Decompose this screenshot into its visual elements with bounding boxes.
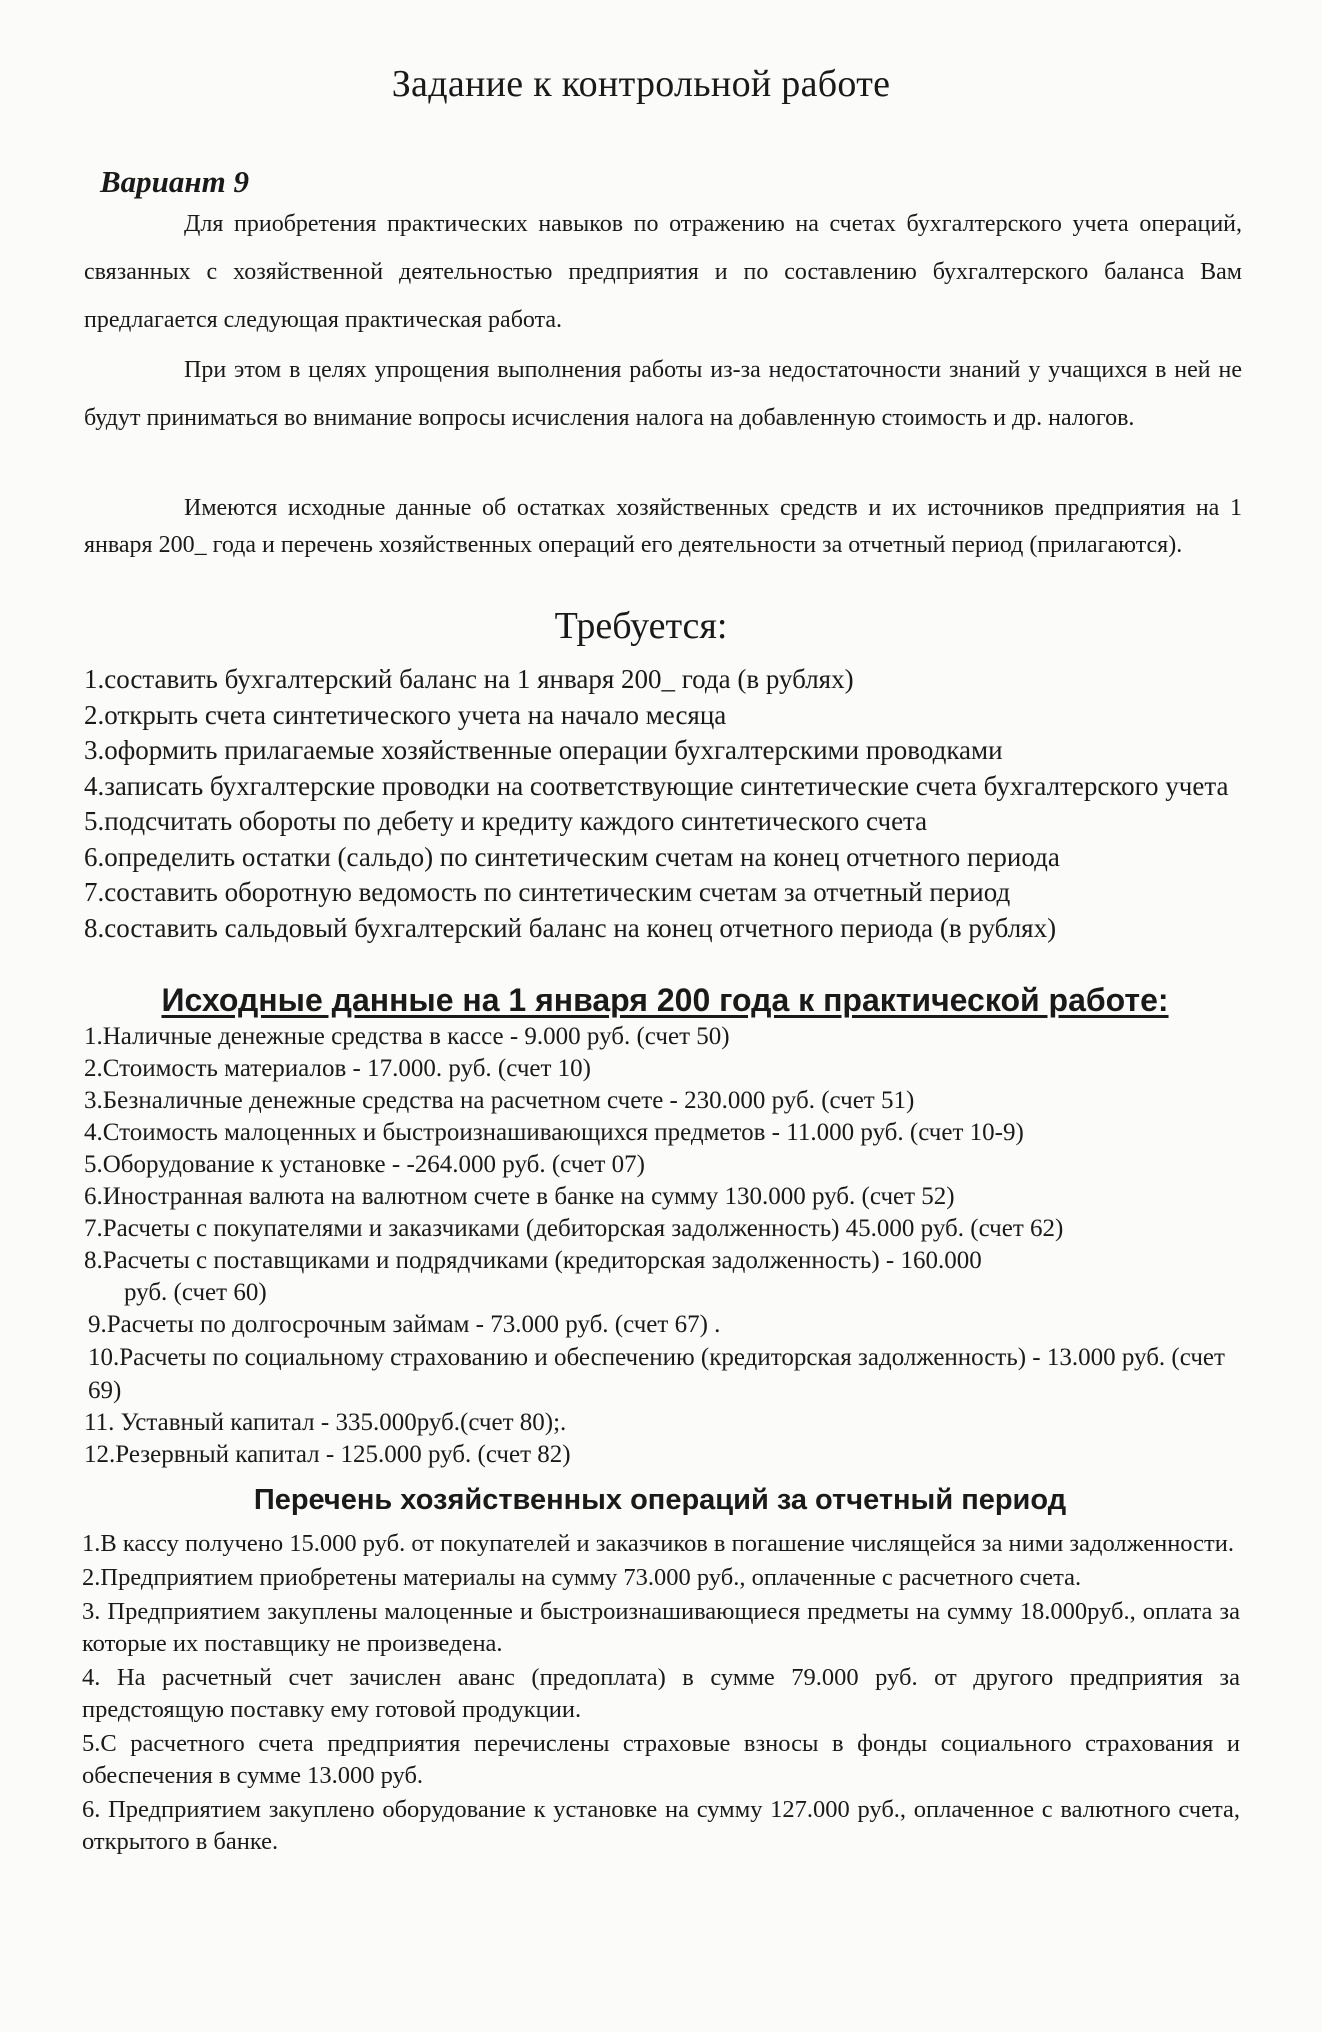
operation-item: 4. На расчетный счет зачислен аванс (предоплата) в сумме 79.000 руб. от другого предприятия за предстоящую поставку ему готовой продукции. [82,1664,1240,1723]
source-item: 10.Расчеты по социальному страхованию и обеспечению (кредиторская задолженность) - 13.000 руб. (счет 69) [88,1344,1225,1404]
source-item: 12.Резервный капитал - 125.000 руб. (счет 82) [84,1441,571,1468]
source-item-continuation: руб. (счет 60) [124,1279,267,1306]
requirement-item: 4.записать бухгалтерские проводки на соответствующие синтетические счета бухгалтерского учета [84,770,1229,801]
intro-text: Для приобретения практических навыков по отражению на счетах бухгалтерского учета операций, связанных с хозяйственной деятельностью предприятия и по составлению бухгалтерского баланса Вам предлагается следующая практическая работа. [84,211,1242,333]
requirements-list [84,662,1240,946]
operation-item: 3. Предприятием закуплены малоценные и быстроизнашивающиеся предметы на сумму 18.000руб., оплата за которые их поставщику не произведена. [82,1598,1240,1657]
source-data-list [84,1021,1244,1471]
operation-item: 1.В кассу получено 15.000 руб. от покупателей и заказчиков в погашение числящейся за ними задолженности. [82,1530,1234,1557]
intro-paragraph-3 [84,490,1242,564]
intro-text: Имеются исходные данные об остатках хозяйственных средств и их источников предприятия на 1 января 200_ года и перечень хозяйственных операций его деятельности за отчетный период (прилагаются). [84,495,1242,558]
intro-paragraph-1 [84,200,1242,344]
source-item [84,1245,1244,1309]
document-title: Задание к контрольной работе [391,63,891,105]
requirement-item: 7.составить оборотную ведомость по синтетическим счетам за отчетный период [84,877,1011,907]
source-item: 1.Наличные денежные средства в кассе - 9.000 руб. (счет 50) [84,1023,730,1050]
source-item: 6.Иностранная валюта на валютном счете в банке на сумму 130.000 руб. (счет 52) [84,1183,955,1210]
operations-list [82,1528,1240,1860]
source-item: 3.Безналичные денежные средства на расчетном счете - 230.000 руб. (счет 51) [84,1087,915,1114]
source-item: 2.Стоимость материалов - 17.000. руб. (счет 10) [84,1055,592,1082]
source-item: 5.Оборудование к установке - -264.000 руб. (счет 07) [84,1151,645,1178]
source-item: 11. Уставный капитал - 335.000руб.(счет 80);. [84,1409,567,1436]
source-item: 9.Расчеты по долгосрочным займам - 73.000 руб. (счет 67) . [88,1311,721,1338]
intro-text: При этом в целях упрощения выполнения работы из-за недостаточности знаний у учащихся в ней не будут приниматься во внимание вопросы исчисления налога на добавленную стоимость и др. налогов. [84,357,1242,431]
requirement-item: 6.определить остатки (сальдо) по синтетическим счетам на конец отчетного периода [84,841,1060,872]
requirement-item: 2.открыть счета синтетического учета на начало месяца [84,699,727,730]
source-item-text: 8.Расчеты с поставщиками и подрядчиками (кредиторская задолженность) - 160.000 [84,1247,982,1274]
source-item: 4.Стоимость малоценных и быстроизнашивающихся предметов - 11.000 руб. (счет 10-9) [84,1119,1024,1146]
requirements-heading: Требуется: [554,605,728,647]
operations-heading: Перечень хозяйственных операций за отчетный период [253,1484,1067,1516]
requirement-item: 5.подсчитать обороты по дебету и кредиту каждого синтетического счета [84,806,928,836]
requirement-item: 1.составить бухгалтерский баланс на 1 января 200_ года (в рублях) [84,664,854,694]
operation-item: 2.Предприятием приобретены материалы на сумму 73.000 руб., оплаченные с расчетного счета. [82,1564,1082,1591]
operation-item: 6. Предприятием закуплено оборудование к установке на сумму 127.000 руб., оплаченное с валютного счета, открытого в банке. [82,1796,1240,1855]
requirement-item: 8.составить сальдовый бухгалтерский баланс на конец отчетного периода (в рублях) [84,912,1057,943]
operation-item: 5.С расчетного счета предприятия перечислены страховые взносы в фонды социального страхования и обеспечения в сумме 13.000 руб. [82,1730,1240,1789]
source-data-heading: Исходные данные на 1 января 200 года к практической работе: [161,982,1169,1018]
source-item: 7.Расчеты с покупателями и заказчиками (дебиторская задолженность) 45.000 руб. (счет 62) [84,1215,1064,1242]
intro-paragraph-2 [84,346,1242,442]
variant-heading: Вариант 9 [100,164,249,199]
requirement-item: 3.оформить прилагаемые хозяйственные операции бухгалтерскими проводками [84,735,1003,765]
